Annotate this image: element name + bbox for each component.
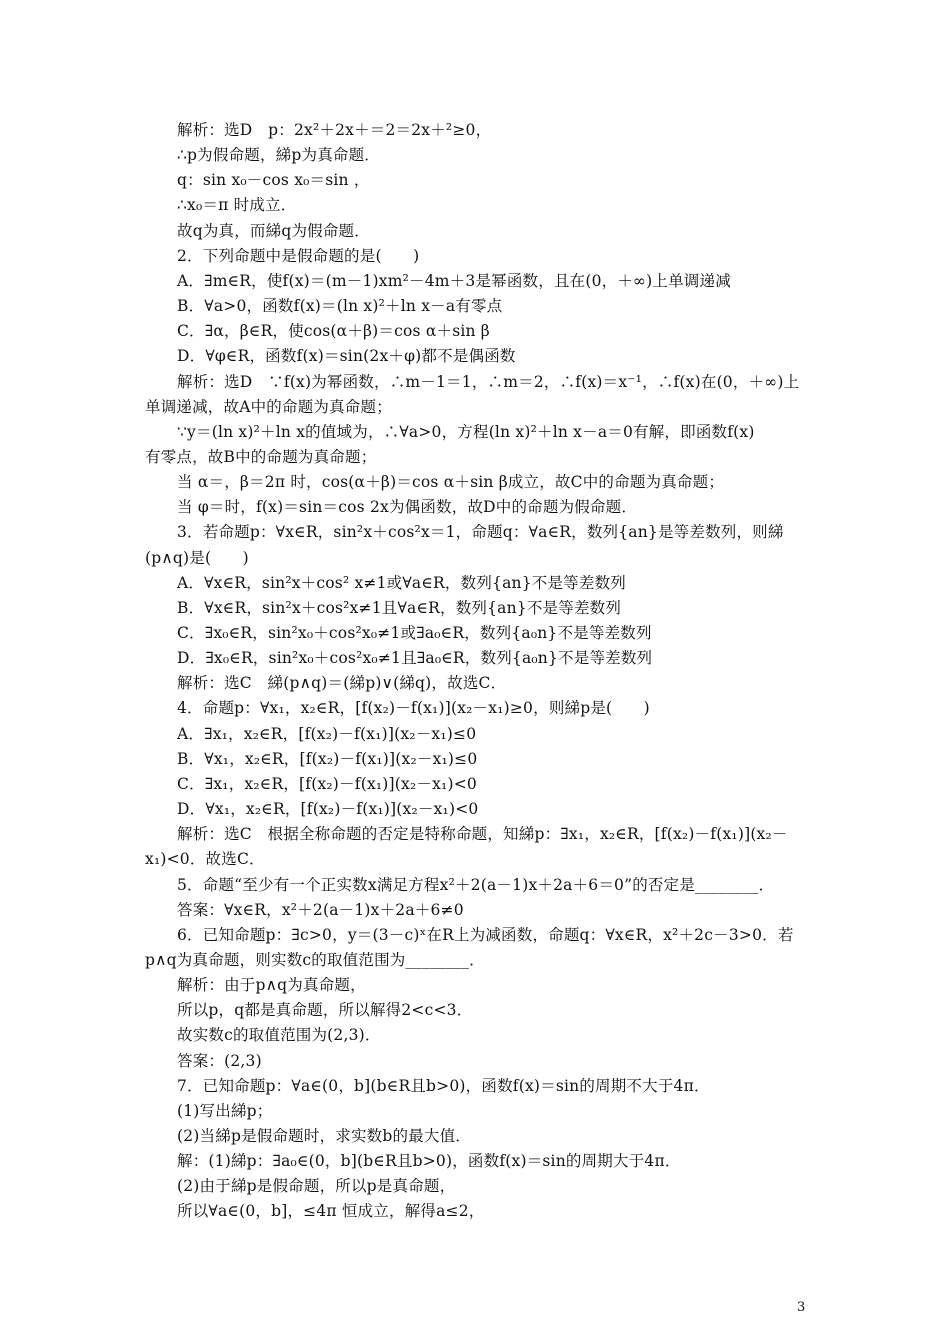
text-line: 解析：选D p：2x²＋2x＋＝2＝2x＋²≥0， xyxy=(177,121,492,139)
text-line: p∧q为真命题，则实数c的取值范围为________． xyxy=(145,950,485,969)
text-line: (p∧q)是( ) xyxy=(145,548,249,567)
text-line: 解：(1)綈p：∃a₀∈(0，b](b∈R且b>0)，函数f(x)＝sin的周期大于4π． xyxy=(177,1152,681,1171)
text-line: 所以∀a∈(0，b]，≤4π 恒成立，解得a≤2， xyxy=(177,1202,485,1221)
text-line: C．∃x₁，x₂∈R，[f(x₂)－f(x₁)](x₂－x₁)<0 xyxy=(177,774,477,793)
text-line: ∴p为假命题，綈p为真命题． xyxy=(177,146,381,165)
text-line: 故q为真，而綈q为假命题． xyxy=(177,221,370,240)
text-line: (2)由于綈p是假命题，所以p是真命题， xyxy=(177,1177,456,1196)
text-line: 当 α＝，β＝2π 时，cos(α＋β)＝cos α＋sin β成立，故C中的命题为真命题； xyxy=(177,473,725,492)
text-line: 4．命题p：∀x₁，x₂∈R，[f(x₂)－f(x₁)](x₂－x₁)≥0，则綈p是( ) xyxy=(177,699,650,718)
text-line: C．∃x₀∈R，sin²x₀＋cos²x₀≠1或∃a₀∈R，数列{a₀n}不是等差数列 xyxy=(177,624,652,642)
text-line: x₁)<0．故选C． xyxy=(145,850,265,869)
text-line: 答案：(2,3) xyxy=(177,1051,262,1070)
text-line: 3．若命题p：∀x∈R，sin²x＋cos²x＝1，命题q：∀a∈R，数列{an}是等差数列，则綈 xyxy=(177,523,784,542)
text-line: 7．已知命题p：∀a∈(0，b](b∈R且b>0)，函数f(x)＝sin的周期不大于4π． xyxy=(177,1076,710,1095)
page-number: 3 xyxy=(797,1300,806,1315)
text-line: ∴x₀＝π 时成立． xyxy=(177,196,297,215)
text-line: (1)写出綈p； xyxy=(177,1101,273,1120)
text-line: 解析：选C 綈(p∧q)＝(綈p)∨(綈q)，故选C． xyxy=(177,674,507,693)
text-line: 解析：选C 根据全称命题的否定是特称命题，知綈p：∃x₁，x₂∈R，[f(x₂)－f(x₁)](x₂－ xyxy=(177,825,788,844)
text-line: C．∃α，β∈R，使cos(α＋β)＝cos α＋sin β xyxy=(177,322,490,341)
text-line: 6．已知命题p：∃c>0，y＝(3－c)ˣ在R上为减函数，命题q：∀x∈R，x²＋2c－3>0．若 xyxy=(177,925,794,944)
text-line: 单调递减，故A中的命题为真命题； xyxy=(145,397,392,416)
text-line: D．∀φ∈R，函数f(x)＝sin(2x＋φ)都不是偶函数 xyxy=(177,347,516,366)
text-line: A．∃x₁，x₂∈R，[f(x₂)－f(x₁)](x₂－x₁)≤0 xyxy=(177,724,477,743)
text-line: 当 φ＝时，f(x)＝sin＝cos 2x为偶函数，故D中的命题为假命题． xyxy=(177,498,638,517)
text-line: D．∃x₀∈R，sin²x₀＋cos²x₀≠1且∃a₀∈R，数列{a₀n}不是等差数列 xyxy=(177,649,653,668)
text-line: A．∃m∈R，使f(x)＝(m－1)xm²－4m＋3是幂函数，且在(0，＋∞)上单调递减 xyxy=(177,271,731,290)
text-line: 答案：∀x∈R，x²＋2(a－1)x＋2a＋6≠0 xyxy=(177,900,464,919)
text-line: 2．下列命题中是假命题的是( ) xyxy=(177,246,420,265)
text-line: 解析：由于p∧q为真命题， xyxy=(177,976,366,995)
text-line: B．∀x∈R，sin²x＋cos²x≠1且∀a∈R，数列{an}不是等差数列 xyxy=(177,598,622,617)
text-line: 有零点，故B中的命题为真命题； xyxy=(145,447,377,466)
text-line: ∵y＝(ln x)²＋ln x的值域为，∴∀a>0，方程(ln x)²＋ln x－a＝0有解，即函数f(x) xyxy=(177,422,755,441)
text-line: B．∀a>0，函数f(x)＝(ln x)²＋ln x－a有零点 xyxy=(177,297,503,316)
text-line: D．∀x₁，x₂∈R，[f(x₂)－f(x₁)](x₂－x₁)<0 xyxy=(177,800,479,819)
text-line: 5．命题“至少有一个正实数x满足方程x²＋2(a－1)x＋2a＋6＝0”的否定是________． xyxy=(177,875,775,894)
text-line: B．∀x₁，x₂∈R，[f(x₂)－f(x₁)](x₂－x₁)≤0 xyxy=(177,749,478,768)
text-line: q：sin x₀－cos x₀＝sin ， xyxy=(177,171,370,190)
text-line: (2)当綈p是假命题时，求实数b的最大值． xyxy=(177,1127,472,1145)
text-line: 解析：选D ∵f(x)为幂函数，∴m－1＝1，∴m＝2，∴f(x)＝x⁻¹，∴f(x)在(0，＋∞)上 xyxy=(177,372,800,391)
text-line: 所以p，q都是真命题，所以解得2<c<3． xyxy=(177,1001,473,1020)
text-line: 故实数c的取值范围为(2,3)． xyxy=(177,1026,381,1045)
text-line: A．∀x∈R，sin²x＋cos² x≠1或∀a∈R，数列{an}不是等差数列 xyxy=(177,573,626,592)
